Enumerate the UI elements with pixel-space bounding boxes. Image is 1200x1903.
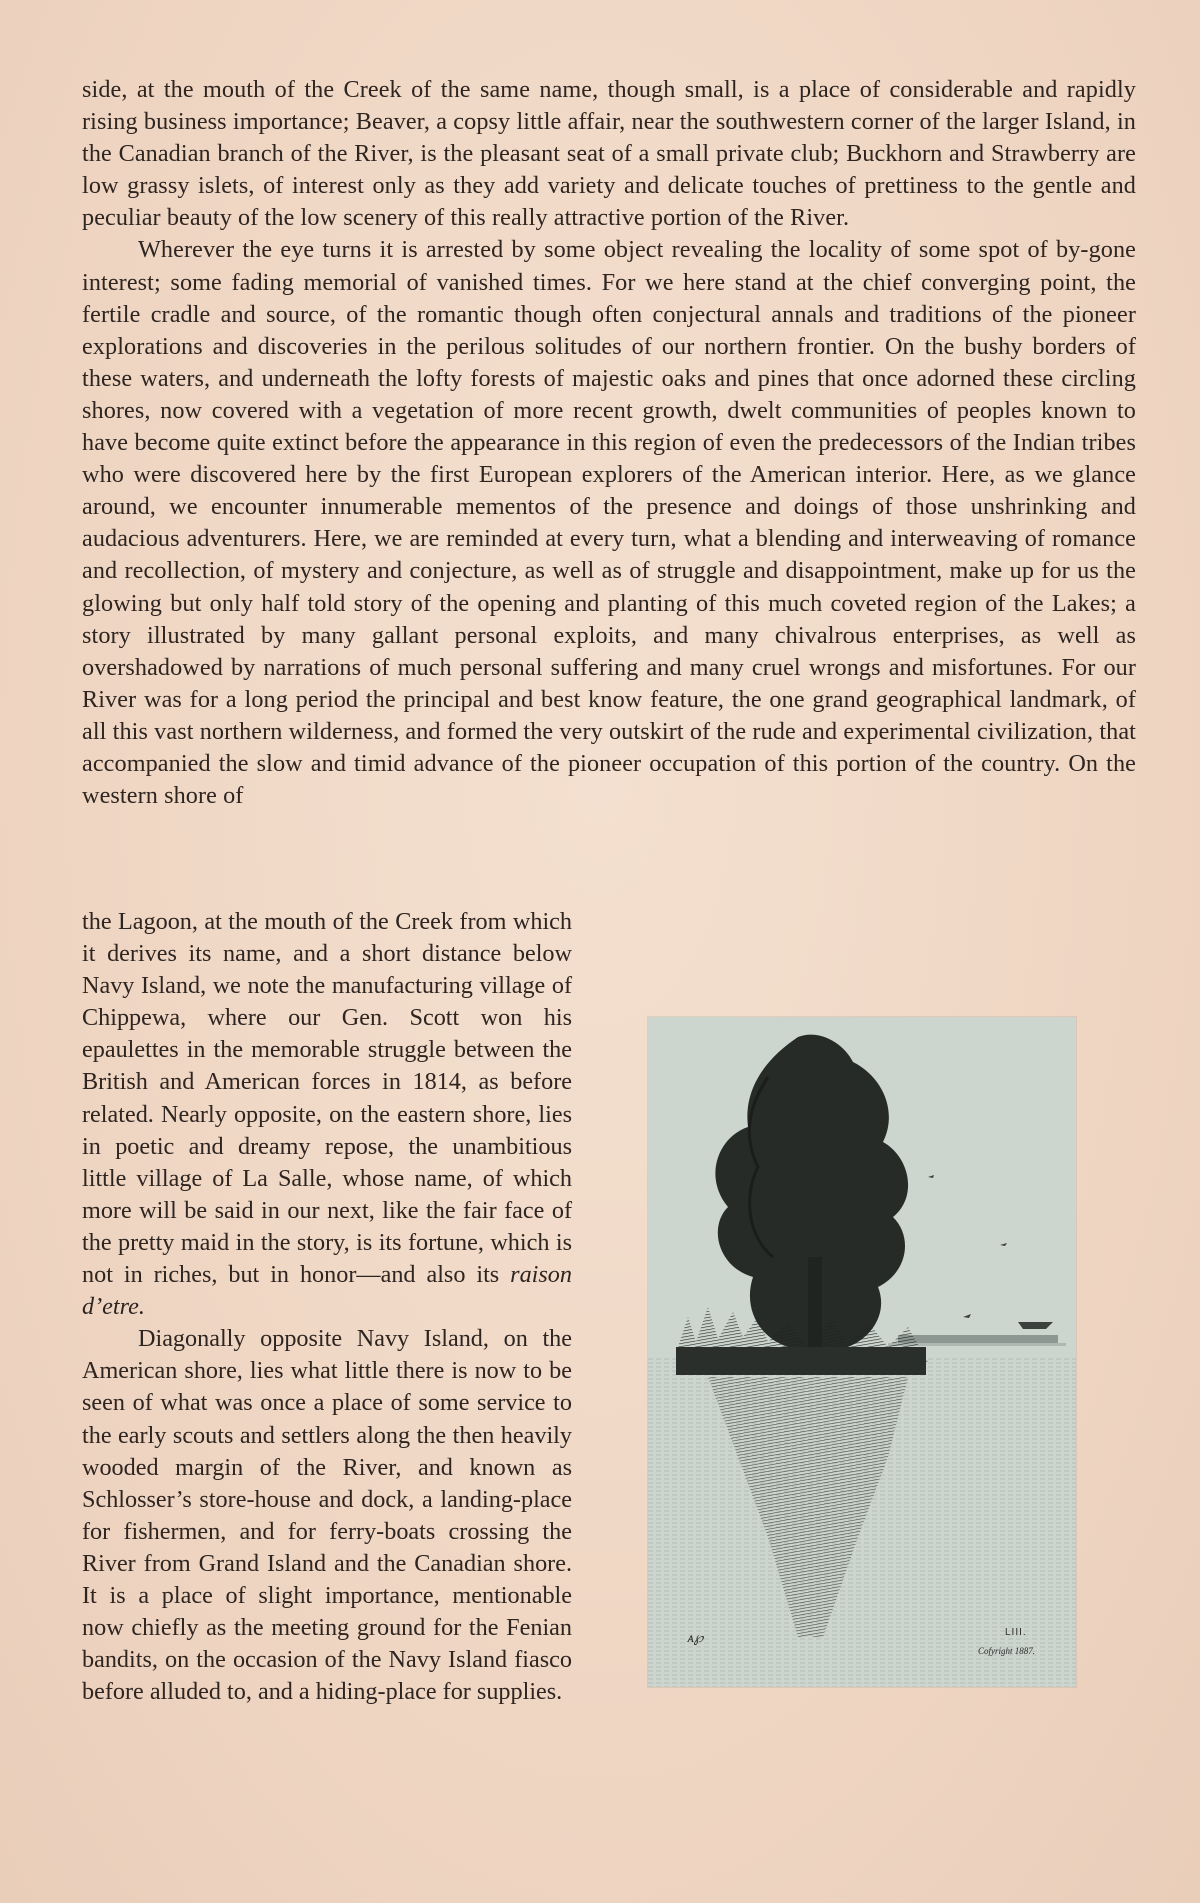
etching-illustration: [648, 1017, 1076, 1687]
narrow-column-text: [82, 906, 572, 1708]
paragraph-3-text: the Lagoon, at the mouth of the Creek from which it derives its name, and a short distance below Navy Island, we note the manufacturing village of Chippewa, where our Gen. Scott won his epaulettes in the memorable struggle between the British and American forces in 1814, as before related. Nearly opposite, on the eastern shore, lies in poetic and dreamy repose, the unambitious little village of La Salle, whose name, of which more will be said in our next, like the fair face of the pretty maid in the story, is its fortune, which is not in riches, but in honor—and also its: [82, 908, 572, 1289]
paragraph-1: side, at the mouth of the Creek of the same name, though small, is a place of considerable and rapidly rising business importance; Beaver, a copsy little affair, near the southwestern corner of the larger Island, in the Canadian branch of the River, is the pleasant seat of a small private club; Buckhorn and Strawberry are low grassy islets, of interest only as they add variety and delicate touches of prettiness to the gentle and peculiar beauty of the low scenery of this really attractive portion of the River.: [82, 76, 1136, 232]
paragraph-2: Wherever the eye turns it is arrested by some object revealing the locality of some spot of by-gone interest; some fading memorial of vanished times. For we here stand at the chief converging point, the fertile cradle and source, of the romantic though often conjectural annals and traditions of the pioneer explorations and discoveries in the perilous solitudes of our northern frontier. On the bushy borders of these waters, and underneath the lofty forests of majestic oaks and pines that once adorned these circling shores, now covered with a vegetation of more recent growth, dwelt communities of peoples known to have become quite extinct before the appearance in this region of even the predecessors of the Indian tribes who were discovered here by the first European explorers of the American interior. Here, as we glance around, we encounter innumerable mementos of the presence and doings of those unshrinking and audacious adventurers. Here, we are reminded at every turn, what a blending and interweaving of romance and recollection, of mystery and conjecture, as well as of struggle and disappointment, make up for us the glowing but only half told story of the opening and planting of this much coveted region of the Lakes; a story illustrated by many gallant personal exploits, and many chivalrous enterprises, as well as overshadowed by narrations of much personal suffering and many cruel wrongs and misfortunes. For our River was for a long period the principal and best know feature, the one grand geographical landmark, of all this vast northern wilderness, and formed the very outskirt of the rude and experimental civilization, that accompanied the slow and timid advance of the pioneer occupation of this portion of the country. On the western shore of: [82, 236, 1136, 810]
paragraph-4: Diagonally opposite Navy Island, on the American shore, lies what little there is now to be seen of what was once a place of some service to the early scouts and settlers along the then heavily wooded margin of the River, and known as Schlosser’s store-house and dock, a landing-place for fishermen, and for ferry-boats crossing the River from Grand Island and the Canadian shore. It is a place of slight importance, mentionable now chiefly as the meeting ground for the Fenian bandits, on the occasion of the Navy Island fiasco before alluded to, and a hiding-place for supplies.: [82, 1325, 572, 1706]
artist-monogram: ᴀ℘: [688, 1631, 704, 1646]
full-width-text: [82, 74, 1136, 812]
etching-plate: [648, 1017, 1076, 1687]
paragraph-3: [82, 906, 572, 1323]
plate-copyright: Cofyright 1887.: [978, 1646, 1036, 1656]
plate-number: LIII.: [1005, 1627, 1027, 1638]
paragraph-3-italic: raison d’etre.: [82, 1261, 572, 1321]
